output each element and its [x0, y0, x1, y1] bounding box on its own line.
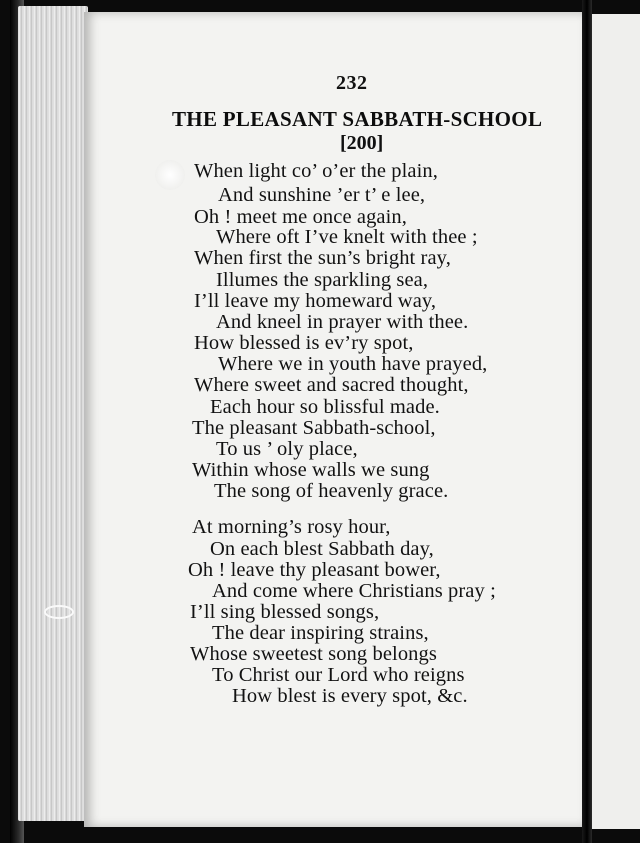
verse-line: And come where Christians pray ;: [212, 580, 496, 602]
verse-line: I’ll sing blessed songs,: [190, 601, 380, 623]
page-edges: [18, 6, 88, 821]
verse-line: The dear inspiring strains,: [212, 622, 429, 644]
verse-line: Where sweet and sacred thought,: [194, 374, 469, 396]
verse-line: Oh ! meet me once again,: [194, 206, 408, 228]
verse-line: The song of heavenly grace.: [214, 480, 449, 502]
verse-line: When first the sun’s bright ray,: [194, 247, 451, 269]
verse-line: Oh ! leave thy pleasant bower,: [188, 559, 441, 581]
hymn-number: [200]: [340, 132, 384, 154]
paper-speck: [44, 605, 74, 619]
facing-page-edge: [592, 14, 640, 829]
book-gutter: [582, 0, 592, 843]
verse-line: When light co’ o’er the plain,: [194, 160, 438, 182]
verse-line: To us ’ oly place,: [216, 438, 358, 460]
verse-line: And sunshine ’er t’ e lee,: [218, 184, 426, 206]
verse-line: To Christ our Lord who reigns: [212, 664, 465, 686]
page-number: 232: [336, 72, 368, 94]
verse-line: At morning’s rosy hour,: [192, 516, 391, 538]
verse-line: I’ll leave my homeward way,: [194, 290, 437, 312]
verse-line: Illumes the sparkling sea,: [216, 269, 429, 291]
verse-line: Within whose walls we sung: [192, 459, 430, 481]
verse-line: On each blest Sabbath day,: [210, 538, 434, 560]
verse-line: Where oft I’ve knelt with thee ;: [216, 226, 478, 248]
hymn-title: THE PLEASANT SABBATH-SCHOOL: [172, 107, 543, 131]
verse-line: And kneel in prayer with thee.: [216, 311, 469, 333]
verse-line: How blest is every spot, &c.: [232, 685, 468, 707]
verse-line: Where we in youth have prayed,: [218, 353, 488, 375]
verse-line: How blessed is ev’ry spot,: [194, 332, 414, 354]
paper-speck: [155, 160, 185, 190]
verse-line: Each hour so blissful made.: [210, 396, 440, 418]
verse-line: The pleasant Sabbath-school,: [192, 417, 436, 439]
verse-line: Whose sweetest song belongs: [190, 643, 437, 665]
